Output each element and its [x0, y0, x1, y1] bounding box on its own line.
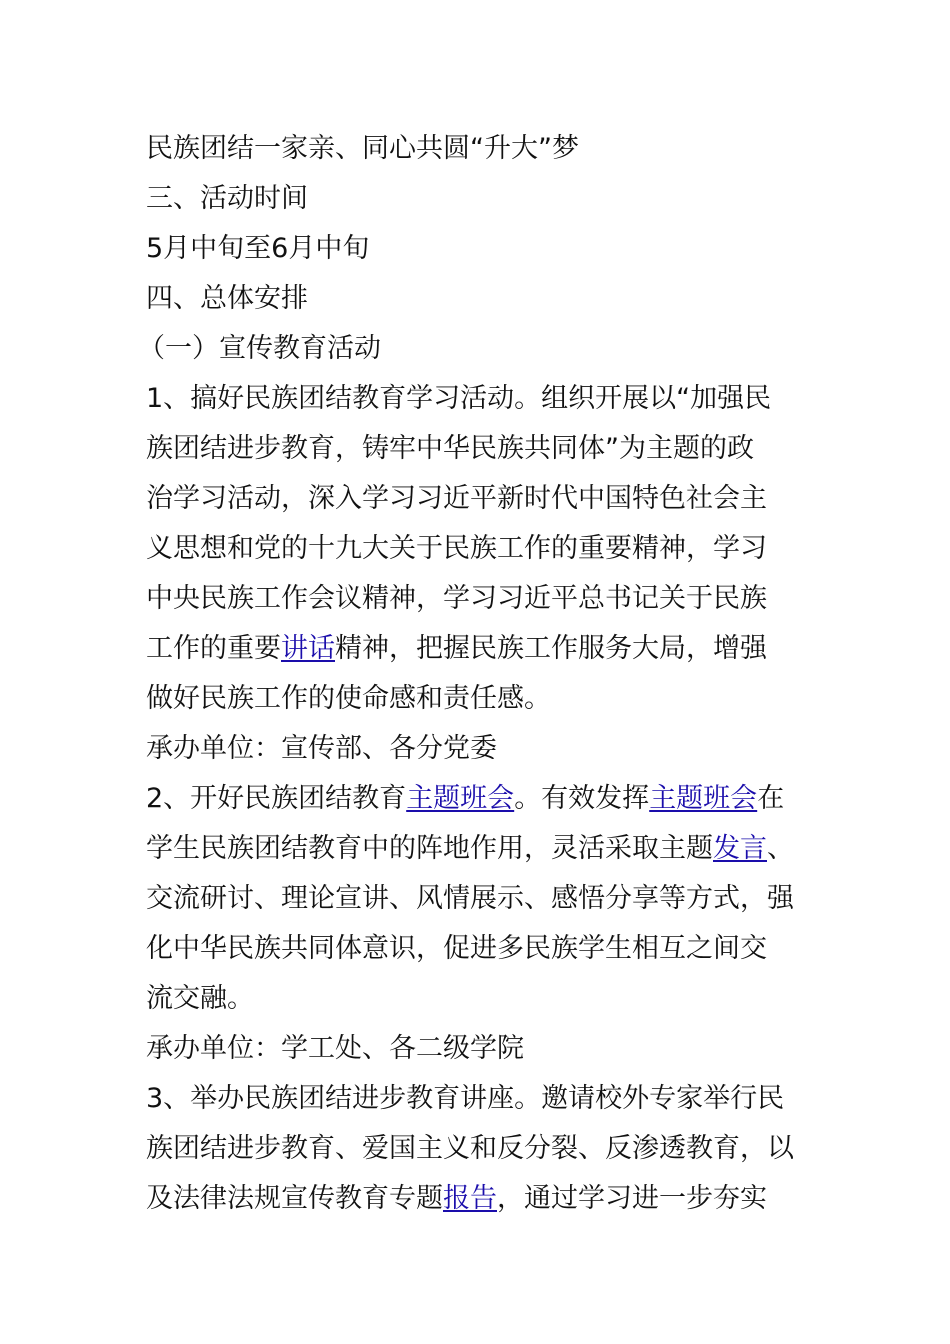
- paragraph-line: 1、搞好民族团结教育学习活动。组织开展以“加强民: [146, 383, 772, 414]
- line-text: 精神，把握民族工作服务大局，增强: [335, 633, 767, 664]
- paragraph-line: 中央民族工作会议精神，学习习近平总书记关于民族: [146, 583, 767, 614]
- paragraph-line: [146, 624, 811, 674]
- line-text: 学生民族团结教育中的阵地作用，灵活采取主题: [146, 833, 713, 864]
- line-text: 、: [767, 833, 794, 864]
- paragraph-line: 义思想和党的十九大关于民族工作的重要精神，学习: [146, 533, 767, 564]
- organizer-line: 承办单位：宣传部、各分党委: [146, 733, 497, 764]
- section-heading: 四、总体安排: [146, 283, 308, 314]
- paragraph-line: [146, 774, 811, 824]
- link-fayan[interactable]: 发言: [713, 833, 767, 864]
- paragraph-line: 5月中旬至6月中旬: [146, 233, 370, 264]
- line-text: ，通过学习进一步夯实: [497, 1183, 767, 1214]
- link-zhuti-banhui[interactable]: 主题班会: [406, 783, 515, 814]
- link-zhuti-banhui-2[interactable]: 主题班会: [649, 783, 758, 814]
- paragraph-line: 治学习活动，深入学习习近平新时代中国特色社会主: [146, 483, 767, 514]
- paragraph-line: 3、举办民族团结进步教育讲座。邀请校外专家举行民: [146, 1083, 785, 1114]
- link-baogao[interactable]: 报告: [443, 1183, 497, 1214]
- link-jianghua[interactable]: 讲话: [281, 633, 335, 664]
- line-text: 工作的重要: [146, 633, 281, 664]
- paragraph-line: 民族团结一家亲、同心共圆“升大”梦: [146, 133, 579, 164]
- paragraph-line: 做好民族工作的使命感和责任感。: [146, 683, 551, 714]
- subsection-heading: （一）宣传教育活动: [138, 333, 381, 364]
- document-body: [138, 124, 811, 1224]
- paragraph-line: 化中华民族共同体意识，促进多民族学生相互之间交: [146, 933, 767, 964]
- paragraph-line: [146, 1174, 811, 1224]
- line-text: 2、开好民族团结教育: [146, 783, 407, 814]
- section-heading: 三、活动时间: [146, 183, 308, 214]
- paragraph-line: 族团结进步教育、爱国主义和反分裂、反渗透教育，以: [146, 1133, 794, 1164]
- line-text: 及法律法规宣传教育专题: [146, 1183, 443, 1214]
- line-text: 在: [757, 783, 785, 814]
- paragraph-line: [146, 824, 811, 874]
- organizer-line: 承办单位：学工处、各二级学院: [146, 1033, 524, 1064]
- paragraph-line: 族团结进步教育，铸牢中华民族共同体”为主题的政: [146, 433, 754, 464]
- paragraph-line: 流交融。: [146, 983, 254, 1014]
- line-text: 。有效发挥: [514, 783, 650, 814]
- paragraph-line: 交流研讨、理论宣讲、风情展示、感悟分享等方式，强: [146, 883, 794, 914]
